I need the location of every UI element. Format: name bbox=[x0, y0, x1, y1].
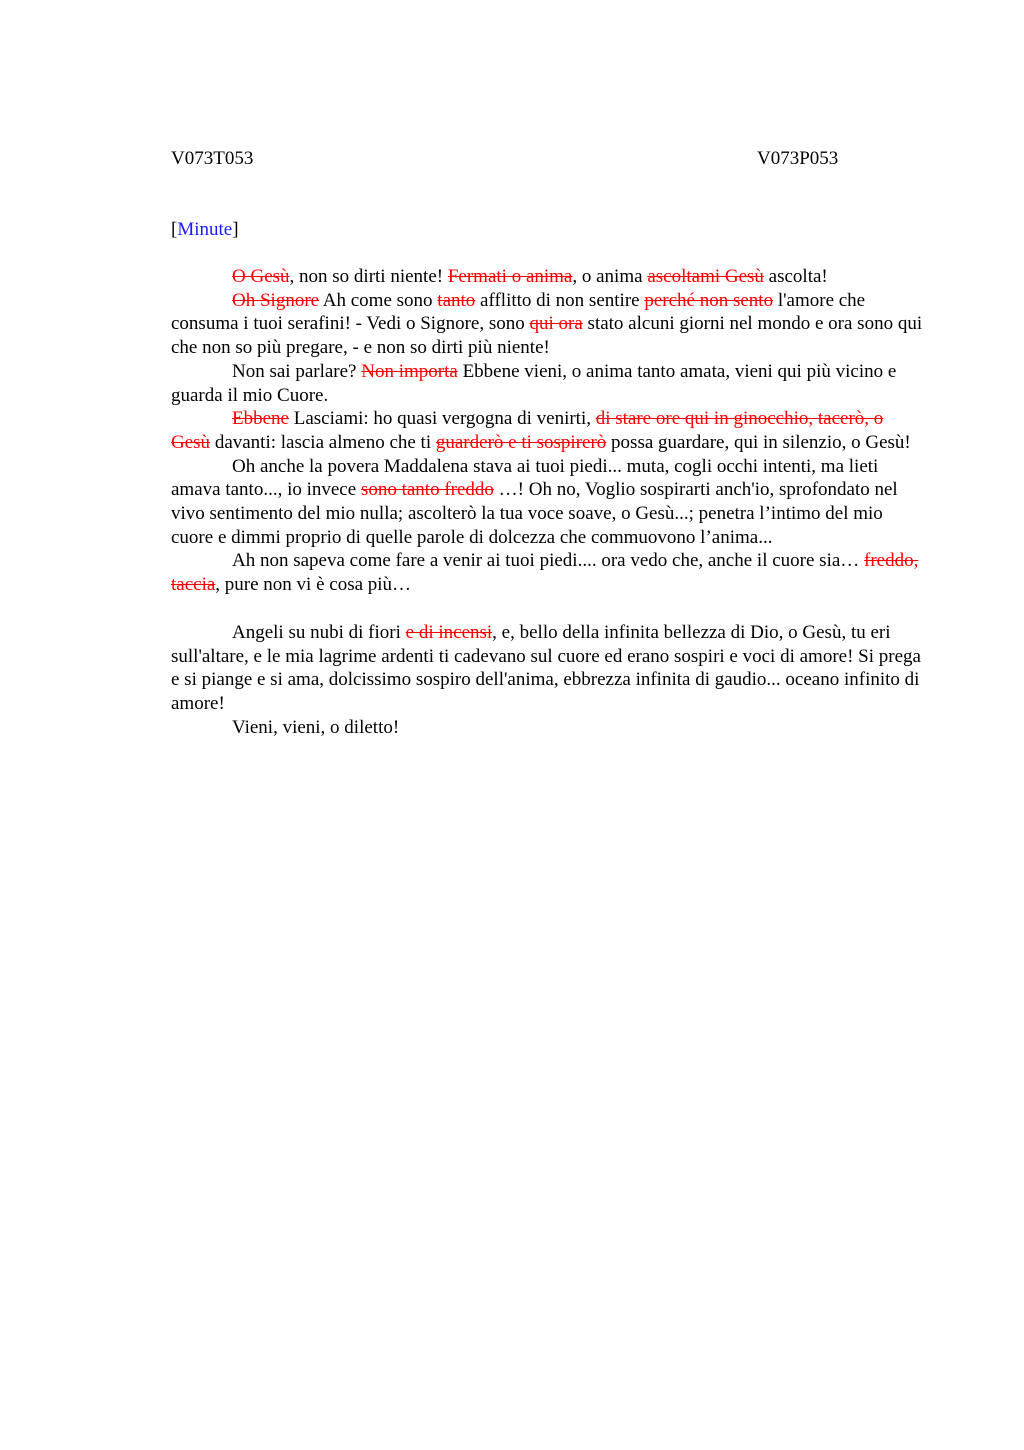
section-label bbox=[171, 217, 239, 243]
deleted-text: guarderò e ti sospirerò bbox=[435, 431, 607, 453]
paragraph-8 bbox=[171, 716, 923, 740]
deleted-text: ascoltami Gesù bbox=[647, 266, 764, 287]
deleted-text: Non importa bbox=[361, 360, 458, 382]
body-text: , o anima bbox=[572, 266, 648, 287]
deleted-text: sono tanto freddo bbox=[360, 479, 494, 501]
deleted-text: e di incensi bbox=[405, 621, 493, 643]
body-text: Ah come sono bbox=[319, 289, 438, 311]
body-text: Lasciami: ho quasi vergogna di venirti, bbox=[288, 408, 596, 430]
deleted-text: tanto bbox=[437, 289, 476, 311]
body-text: Ebbene vieni, o anima tanto amata, vieni qui più vicino e guarda il mio Cuore. bbox=[171, 360, 897, 406]
paragraph-2 bbox=[171, 289, 923, 360]
deleted-text: O Gesù bbox=[232, 266, 290, 287]
body-text: Oh anche la povera Maddalena stava ai tuoi piedi... muta, cogli occhi intenti, ma lieti amava tanto..., io invece bbox=[171, 455, 879, 501]
deleted-text: freddo, taccia bbox=[171, 550, 919, 596]
paragraph-1 bbox=[171, 265, 923, 289]
paragraph-5 bbox=[171, 455, 923, 550]
deleted-text: Fermati o anima bbox=[447, 266, 573, 287]
deleted-text: Ebbene bbox=[232, 408, 289, 430]
document-header bbox=[171, 146, 851, 172]
paragraph-7 bbox=[171, 621, 923, 716]
section-close-bracket: ] bbox=[232, 219, 239, 240]
paragraph-4 bbox=[171, 407, 923, 454]
body-text: stato alcuni giorni nel mondo e ora sono qui che non so più pregare, - e non so dirti più niente! bbox=[171, 313, 923, 359]
body-text: l'amore che consuma i tuoi serafini! - Vedi o Signore, sono bbox=[171, 289, 866, 335]
body-text: afflitto di non sentire bbox=[475, 289, 645, 311]
body-text: Ah non sapeva come fare a venir ai tuoi piedi.... ora vedo che, anche il cuore sia… bbox=[232, 550, 865, 572]
body-text: possa guardare, qui in silenzio, o Gesù! bbox=[606, 431, 911, 453]
page-code: V073P053 bbox=[757, 148, 839, 169]
body-text: , pure non vi è cosa più… bbox=[215, 574, 412, 596]
deleted-text: Oh Signore bbox=[232, 289, 320, 311]
body-text: Non sai parlare? bbox=[232, 360, 362, 382]
paragraph-6 bbox=[171, 549, 923, 596]
body-text: Vieni, vieni, o diletto! bbox=[232, 716, 400, 738]
paragraph-gap bbox=[171, 597, 923, 621]
body-text: davanti: lascia almeno che ti bbox=[210, 431, 436, 453]
body-text: …! Oh no, Voglio sospirarti anch'io, sprofondato nel vivo sentimento del mio nulla; ascolterò la tua voce soave, o Gesù...; penetra l’intimo del mio cuore e dimmi proprio di quelle parole di dolcezza che commuovono l’anima... bbox=[171, 479, 898, 548]
deleted-text: qui ora bbox=[529, 313, 583, 335]
deleted-text: di stare ore qui in ginocchio, tacerò, o Gesù bbox=[171, 408, 884, 453]
text-code: V073T053 bbox=[171, 148, 254, 169]
deleted-text: perché non sento bbox=[644, 289, 774, 311]
minute-link[interactable]: Minute bbox=[177, 219, 233, 240]
paragraph-3 bbox=[171, 360, 923, 407]
body-text: ascolta! bbox=[763, 266, 828, 287]
body-text: Angeli su nubi di fiori bbox=[232, 621, 406, 643]
document-body bbox=[171, 265, 923, 739]
body-text: , e, bello della infinita bellezza di Dio, o Gesù, tu eri sull'altare, e le mia lagrime ardenti ti cadevano sul cuore ed erano sospiri e voci di amore! Si prega e si piange e si ama, dolcissimo sospiro dell'anima, ebbrezza infinita di gaudio... oceano infinito di amore! bbox=[171, 621, 921, 714]
section-open-bracket: [ bbox=[171, 219, 178, 240]
body-text: , non so dirti niente! bbox=[289, 266, 448, 287]
